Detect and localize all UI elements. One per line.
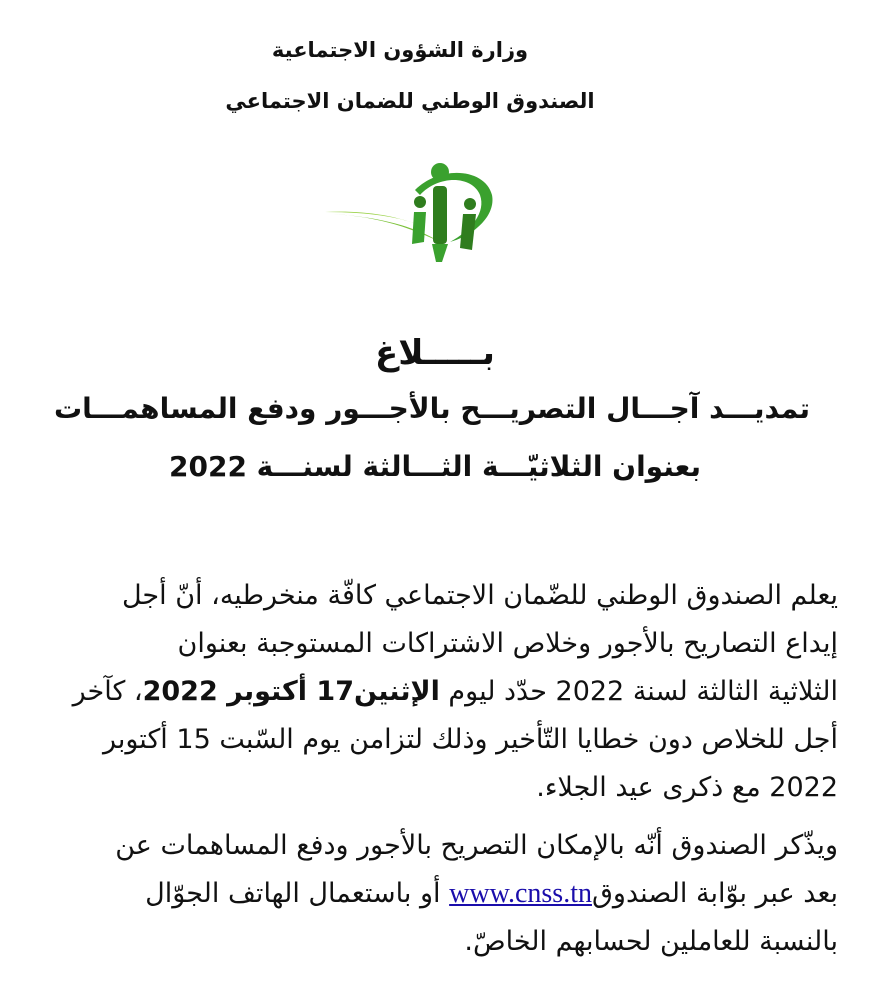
body-text: أو باستعمال الهاتف الجوّال bbox=[145, 878, 450, 909]
body-line bbox=[38, 668, 838, 716]
notice-body bbox=[38, 572, 838, 966]
notice-subtitle-line2: بعنوان الثلاثيّـــة الثـــالثة لسنـــة 2022 bbox=[169, 449, 701, 483]
body-text: الثلاثية الثالثة لسنة 2022 حدّد ليوم bbox=[439, 676, 838, 707]
cnss-logo-icon bbox=[320, 150, 510, 270]
paragraph-2 bbox=[38, 822, 838, 966]
deadline-date: الإثنين17 أكتوبر 2022 bbox=[142, 676, 440, 707]
paragraph-1 bbox=[38, 572, 838, 812]
body-line: إيداع التصاريح بالأجور وخلاص الاشتراكات المستوجبة بعنوان bbox=[177, 628, 838, 659]
body-line: ويذّكر الصندوق أنّه بالإمكان التصريح بالأجور ودفع المساهمات عن bbox=[115, 830, 838, 861]
notice-title-block bbox=[54, 333, 810, 484]
notice-subtitle-line1: تمديـــد آجـــال التصريـــح بالأجـــور ودفع المساهمـــات bbox=[54, 392, 810, 426]
body-text: بعد عبر بوّابة الصندوق bbox=[591, 878, 838, 909]
cnss-website-link[interactable]: www.cnss.tn bbox=[449, 878, 592, 909]
body-text: ، كآخر bbox=[72, 676, 143, 707]
notice-heading: بـــــلاغ bbox=[375, 333, 495, 373]
body-line: بالنسبة للعاملين لحسابهم الخاصّ. bbox=[464, 926, 838, 957]
ministry-name: وزارة الشؤون الاجتماعية bbox=[271, 38, 529, 62]
body-line: 2022 مع ذكرى عيد الجلاء. bbox=[536, 772, 838, 803]
body-line: أجل للخلاص دون خطايا التّأخير وذلك لتزامن يوم السّبت 15 أكتوبر bbox=[102, 724, 838, 755]
body-line bbox=[38, 870, 838, 918]
fund-name: الصندوق الوطني للضمان الاجتماعي bbox=[225, 89, 595, 114]
letterhead bbox=[220, 38, 600, 114]
body-line: يعلم الصندوق الوطني للضّمان الاجتماعي كافّة منخرطيه، أنّ أجل bbox=[121, 580, 838, 611]
